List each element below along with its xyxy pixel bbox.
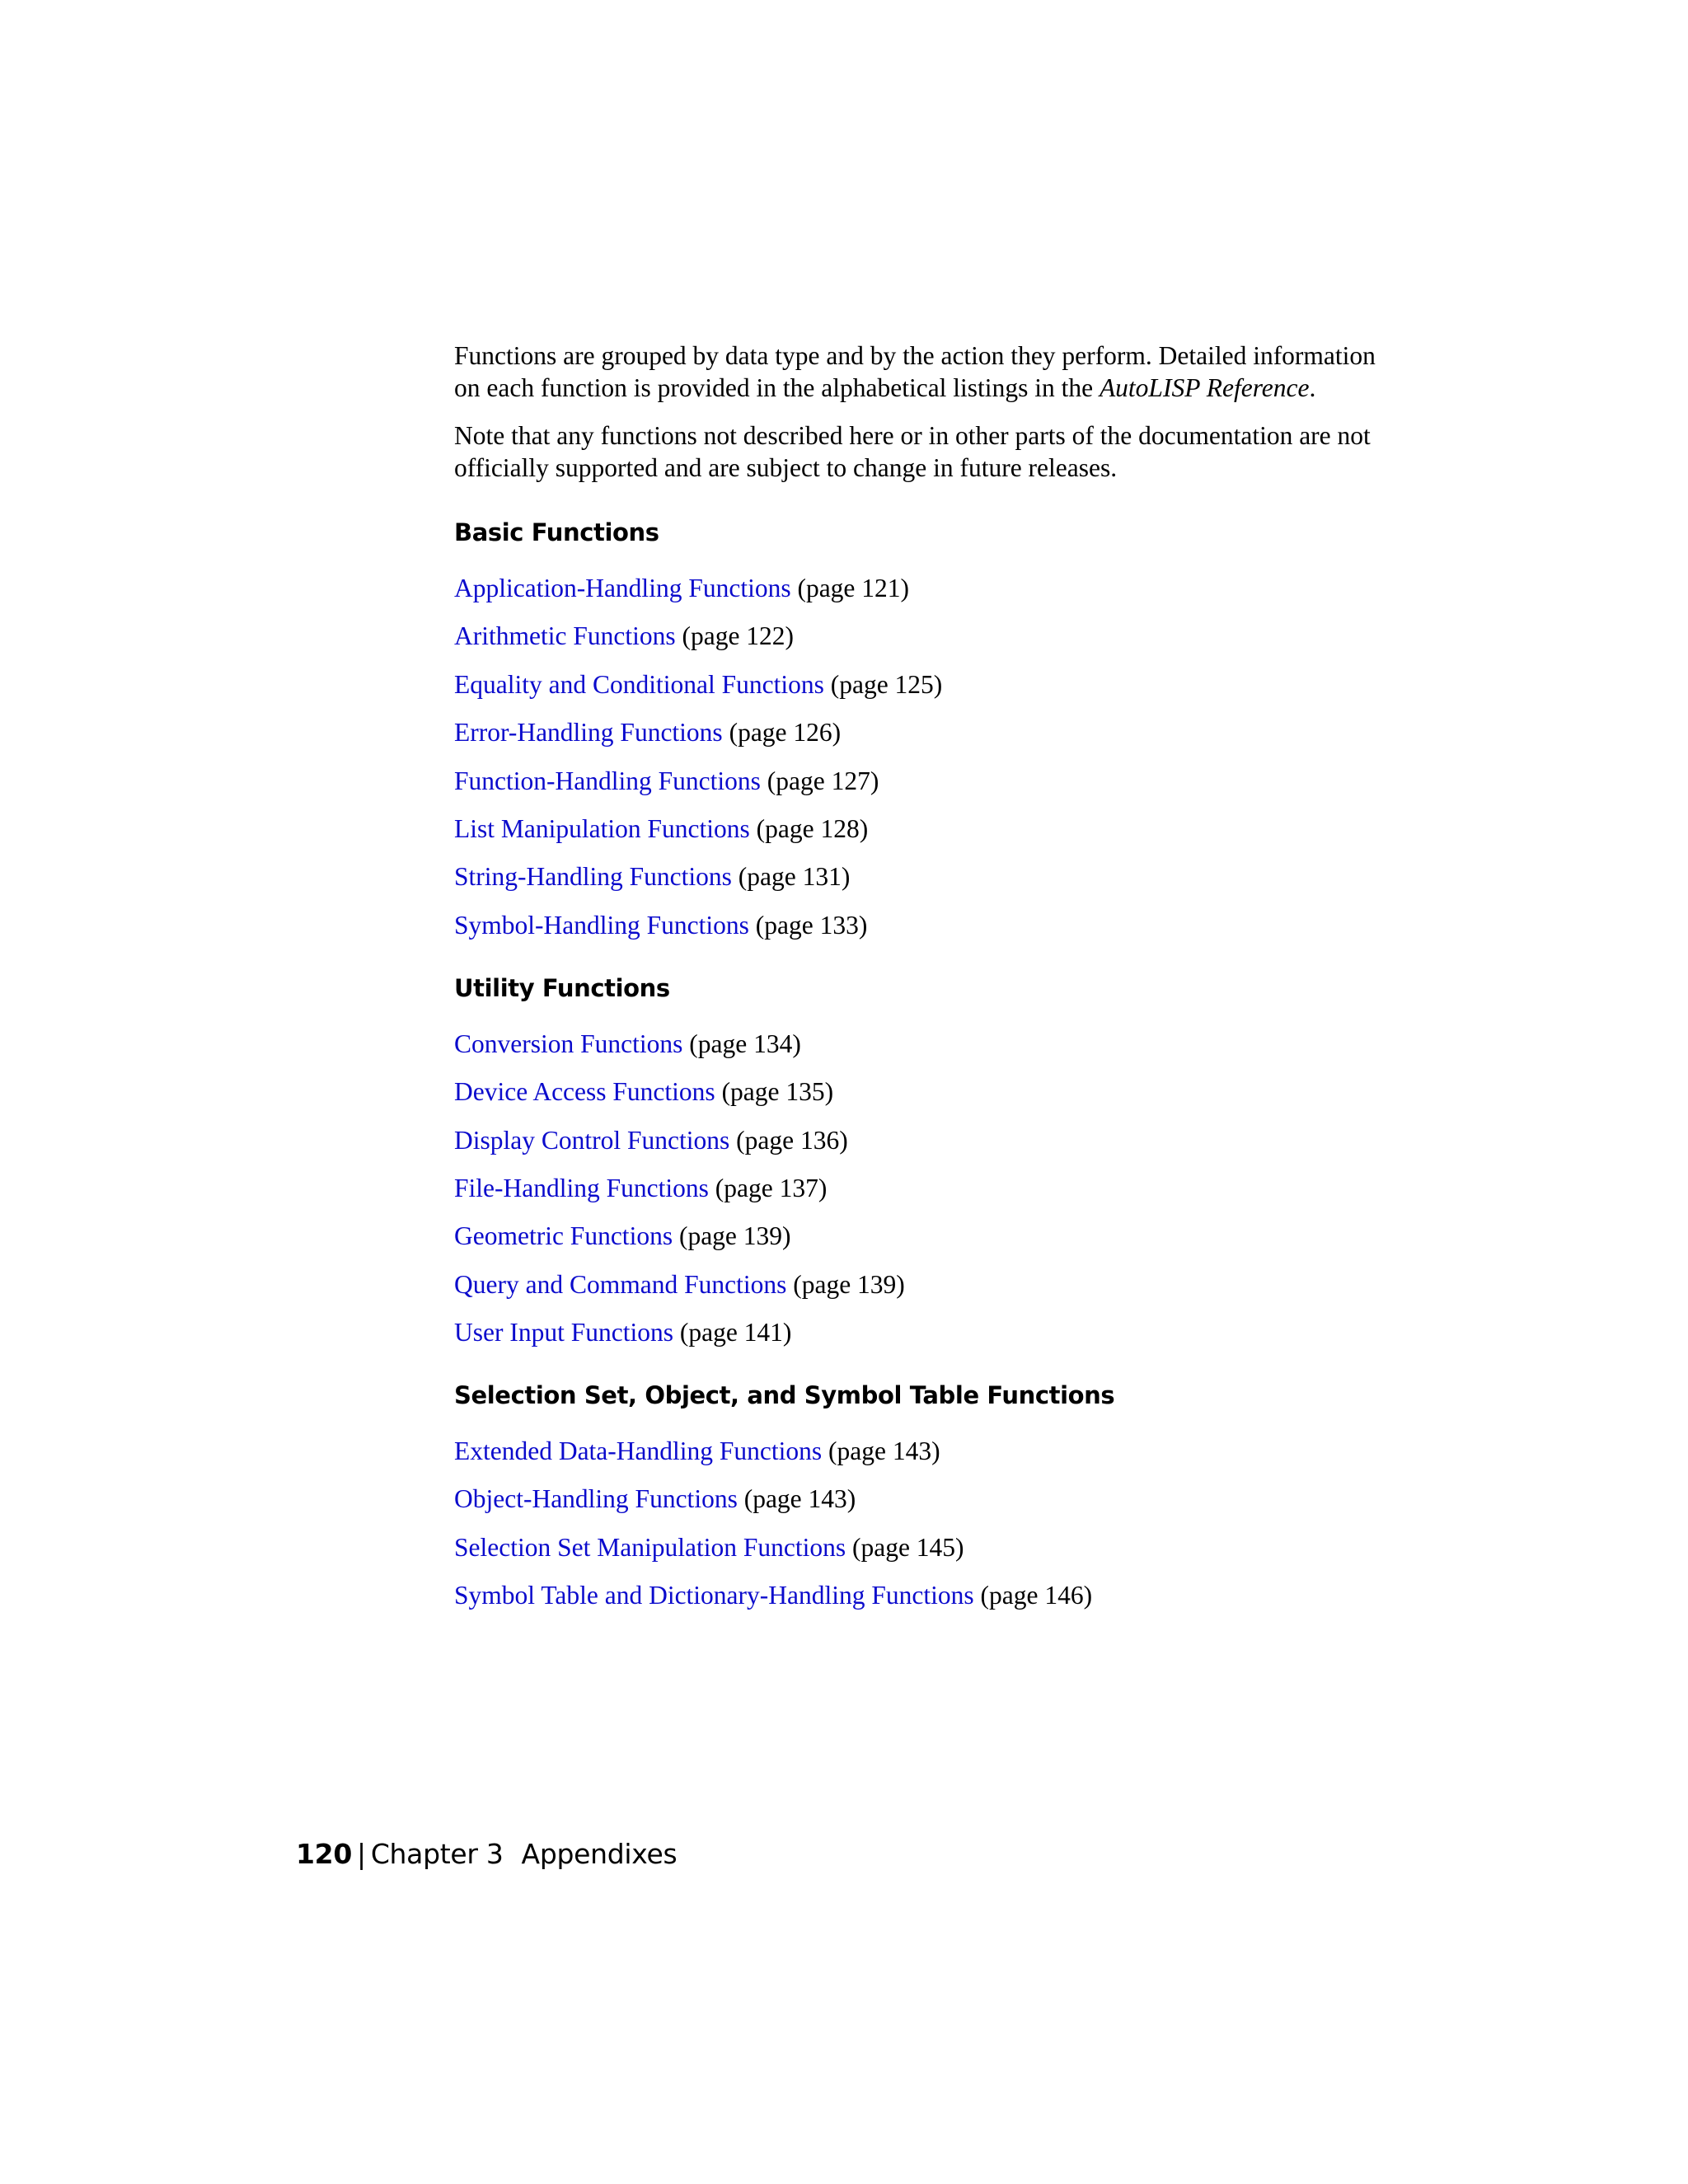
list-item [454, 572, 1386, 604]
link-extended-data-handling-functions[interactable]: Extended Data-Handling Functions [454, 1436, 823, 1466]
heading-utility-functions: Utility Functions [454, 973, 670, 1002]
page-ref: (page 143) [737, 1484, 856, 1514]
link-error-handling-functions[interactable]: Error-Handling Functions [454, 718, 723, 748]
list-item [454, 909, 1386, 941]
list-item [454, 1124, 1386, 1156]
list-item [454, 1483, 1386, 1515]
link-user-input-functions[interactable]: User Input Functions [454, 1318, 673, 1347]
link-query-and-command-functions[interactable]: Query and Command Functions [454, 1269, 787, 1299]
list-item [454, 860, 1386, 893]
page-ref: (page 127) [760, 766, 879, 795]
list-item [454, 668, 1386, 701]
page-ref: (page 134) [682, 1029, 801, 1058]
link-display-control-functions[interactable]: Display Control Functions [454, 1125, 730, 1155]
page-ref: (page 128) [749, 813, 869, 843]
list-item [454, 716, 1386, 748]
intro-paragraph-2: Note that any functions not described here or in other parts of the documentation are not officially supported and are subject to change in future releases. [454, 421, 1371, 482]
footer-title: Appendixes [521, 1838, 678, 1870]
link-function-handling-functions[interactable]: Function-Handling Functions [454, 766, 761, 795]
list-item [454, 813, 1386, 845]
link-file-handling-functions[interactable]: File-Handling Functions [454, 1173, 709, 1202]
page-ref: (page 135) [715, 1077, 834, 1107]
page-content [454, 340, 1386, 1611]
link-object-handling-functions[interactable]: Object-Handling Functions [454, 1484, 738, 1514]
heading-basic-functions: Basic Functions [454, 518, 659, 546]
page-ref: (page 126) [722, 718, 842, 748]
list-item [454, 1531, 1386, 1563]
link-symbol-handling-functions[interactable]: Symbol-Handling Functions [454, 910, 749, 940]
selection-set-functions-list [454, 1435, 1386, 1611]
list-item [454, 1028, 1386, 1060]
page-ref: (page 121) [790, 574, 910, 602]
page-ref: (page 143) [822, 1436, 940, 1466]
list-item [454, 1316, 1386, 1348]
link-equality-and-conditional-functions[interactable]: Equality and Conditional Functions [454, 669, 824, 699]
intro-paragraph-1 [454, 340, 1386, 404]
link-application-handling-functions[interactable]: Application-Handling Functions [454, 574, 791, 602]
page-ref: (page 141) [673, 1318, 792, 1347]
link-arithmetic-functions[interactable]: Arithmetic Functions [454, 621, 676, 651]
intro-paragraph-1-end: . [1309, 373, 1316, 402]
list-item [454, 765, 1386, 797]
page-ref: (page 133) [748, 910, 868, 940]
footer-chapter: Chapter 3 [370, 1838, 504, 1870]
intro-paragraph-1-text: Functions are grouped by data type and by the action they perform. Detailed information on each function is provided in the alphabetical listings in the [454, 341, 1376, 402]
list-item [454, 1268, 1386, 1301]
autolisp-reference-title: AutoLISP Reference [1099, 373, 1310, 402]
list-item [454, 1579, 1386, 1611]
link-list-manipulation-functions[interactable]: List Manipulation Functions [454, 813, 750, 843]
page-number: 120 [296, 1838, 352, 1870]
basic-functions-list [454, 572, 1386, 941]
link-selection-set-manipulation-functions[interactable]: Selection Set Manipulation Functions [454, 1532, 846, 1562]
page-ref: (page 125) [823, 669, 943, 699]
page-ref: (page 131) [731, 862, 851, 892]
page-ref: (page 139) [786, 1269, 905, 1299]
list-item [454, 620, 1386, 652]
page-ref: (page 145) [846, 1532, 964, 1562]
utility-functions-list [454, 1028, 1386, 1348]
link-string-handling-functions[interactable]: String-Handling Functions [454, 862, 732, 892]
footer-separator: | [356, 1838, 366, 1870]
page-footer [296, 1838, 677, 1871]
list-item [454, 1076, 1386, 1108]
list-item [454, 1220, 1386, 1252]
link-device-access-functions[interactable]: Device Access Functions [454, 1077, 715, 1107]
page-ref: (page 146) [973, 1581, 1093, 1610]
page-ref: (page 122) [675, 621, 795, 651]
list-item [454, 1435, 1386, 1467]
link-geometric-functions[interactable]: Geometric Functions [454, 1221, 673, 1251]
list-item [454, 1172, 1386, 1204]
link-conversion-functions[interactable]: Conversion Functions [454, 1029, 683, 1058]
page-ref: (page 137) [708, 1173, 828, 1202]
heading-selection-set-object-symbol-table-functions: Selection Set, Object, and Symbol Table Functions [454, 1381, 1115, 1410]
link-symbol-table-and-dictionary-handling-functions[interactable]: Symbol Table and Dictionary-Handling Functions [454, 1581, 974, 1610]
page-ref: (page 136) [729, 1125, 848, 1155]
page-ref: (page 139) [673, 1221, 791, 1251]
